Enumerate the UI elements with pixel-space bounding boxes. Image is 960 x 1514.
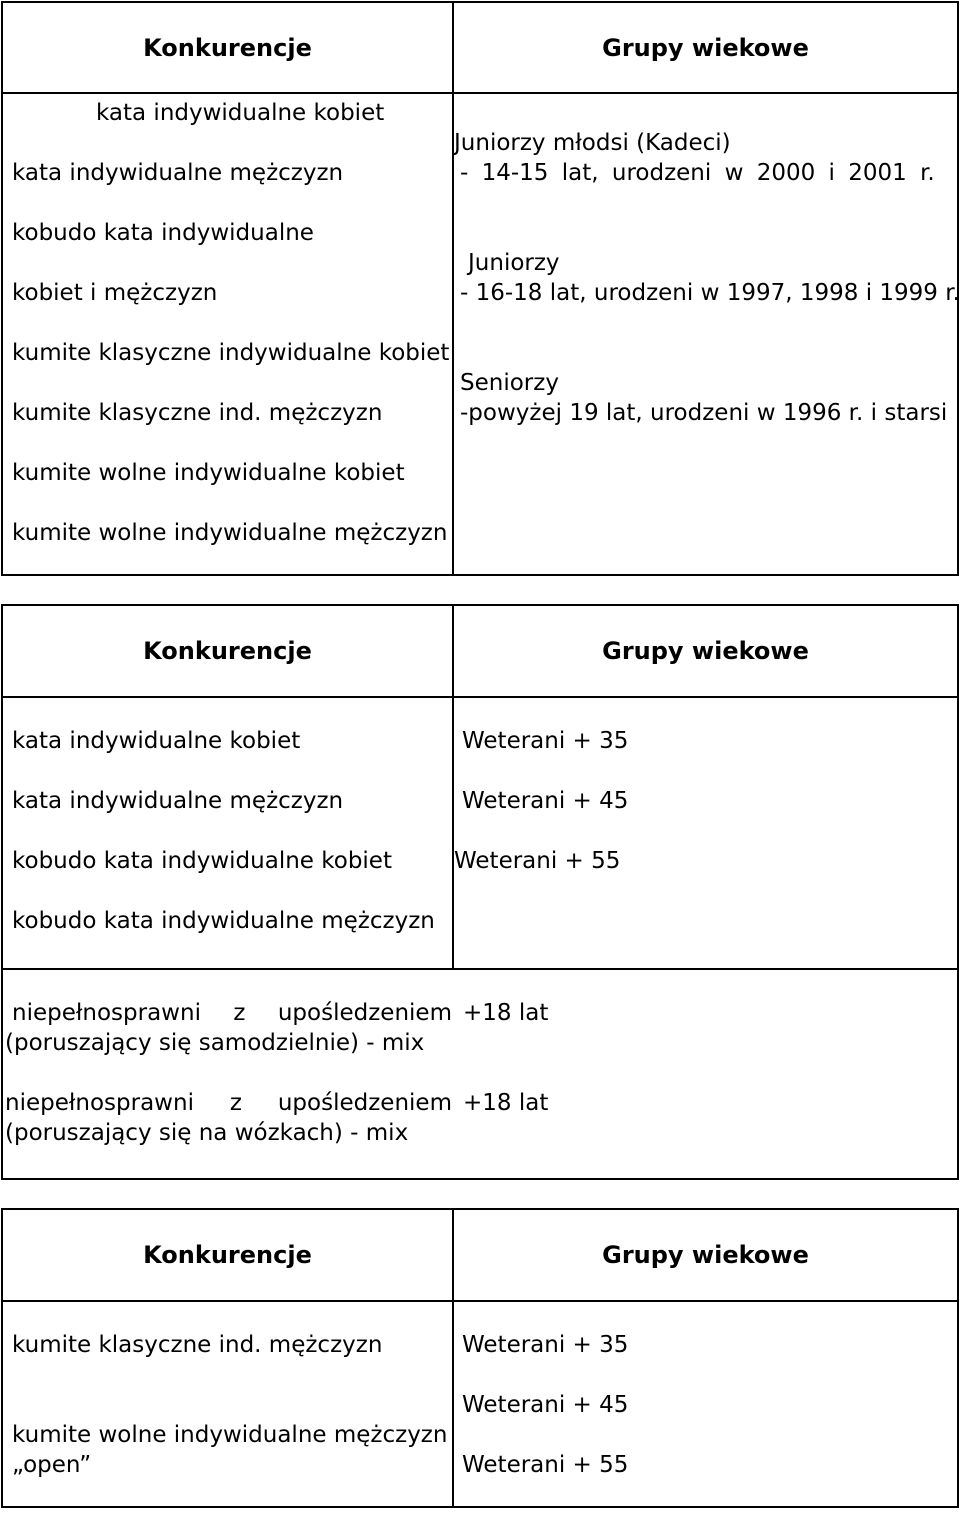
competitions-cell <box>2 1301 453 1507</box>
disabled-age: +18 lat <box>463 1090 549 1116</box>
competition-item: kobudo kata indywidualne <box>12 220 314 246</box>
age-group-title: Juniorzy <box>468 250 560 276</box>
age-group-detail: - 14-15 lat, urodzeni w 2000 i 2001 r. <box>460 160 935 186</box>
table-1 <box>1 1 959 576</box>
age-group-item: Weterani + 45 <box>462 788 629 814</box>
competition-item: kumite wolne indywidualne mężczyzn <box>12 520 448 546</box>
header-age-groups: Grupy wiekowe <box>453 2 958 93</box>
disabled-line-1: niepełnosprawni z upośledzeniem <box>12 1000 452 1026</box>
competition-item: kata indywidualne mężczyzn <box>12 788 344 814</box>
header-competitions: Konkurencje <box>2 605 453 697</box>
competition-item: kata indywidualne kobiet <box>12 728 301 754</box>
disabled-age: +18 lat <box>463 1000 549 1026</box>
age-groups-cell <box>453 697 958 969</box>
age-group-item: Weterani + 35 <box>462 1332 629 1358</box>
header-age-groups: Grupy wiekowe <box>453 605 958 697</box>
competition-item: kumite wolne indywidualne mężczyzn <box>12 1422 448 1448</box>
competitions-cell <box>2 93 453 575</box>
age-groups-cell <box>453 1301 958 1507</box>
competition-item: kata indywidualne mężczyzn <box>12 160 344 186</box>
age-group-detail: - 16-18 lat, urodzeni w 1997, 1998 i 1999 r. <box>460 280 960 306</box>
header-competitions: Konkurencje <box>2 1209 453 1301</box>
disabled-line-1: niepełnosprawni z upośledzeniem <box>5 1090 452 1116</box>
header-age-groups: Grupy wiekowe <box>453 1209 958 1301</box>
table-2 <box>1 604 959 1180</box>
competition-item: kumite wolne indywidualne kobiet <box>12 460 405 486</box>
competition-item: kobudo kata indywidualne mężczyzn <box>12 908 435 934</box>
age-group-item: Weterani + 55 <box>454 848 621 874</box>
competitions-cell <box>2 697 453 969</box>
competition-item: kobiet i mężczyzn <box>12 280 218 306</box>
age-group-title: Seniorzy <box>460 370 559 396</box>
age-group-item: Weterani + 45 <box>462 1392 629 1418</box>
competition-item: kata indywidualne kobiet <box>96 100 385 126</box>
disabled-cell <box>2 969 958 1179</box>
age-group-title: Juniorzy młodsi (Kadeci) <box>454 130 731 156</box>
competition-item: „open” <box>12 1452 92 1478</box>
competition-item: kumite klasyczne ind. mężczyzn <box>12 400 383 426</box>
competition-item: kumite klasyczne ind. mężczyzn <box>12 1332 383 1358</box>
disabled-line-2: (poruszający się samodzielnie) - mix <box>5 1030 425 1056</box>
age-groups-cell <box>453 93 958 575</box>
competition-item: kobudo kata indywidualne kobiet <box>12 848 392 874</box>
header-competitions: Konkurencje <box>2 2 453 93</box>
age-group-detail: -powyżej 19 lat, urodzeni w 1996 r. i starsi <box>460 400 948 426</box>
age-group-item: Weterani + 35 <box>462 728 629 754</box>
competition-item: kumite klasyczne indywidualne kobiet <box>12 340 450 366</box>
disabled-line-2: (poruszający się na wózkach) - mix <box>5 1120 409 1146</box>
age-group-item: Weterani + 55 <box>462 1452 629 1478</box>
table-3 <box>1 1208 959 1508</box>
